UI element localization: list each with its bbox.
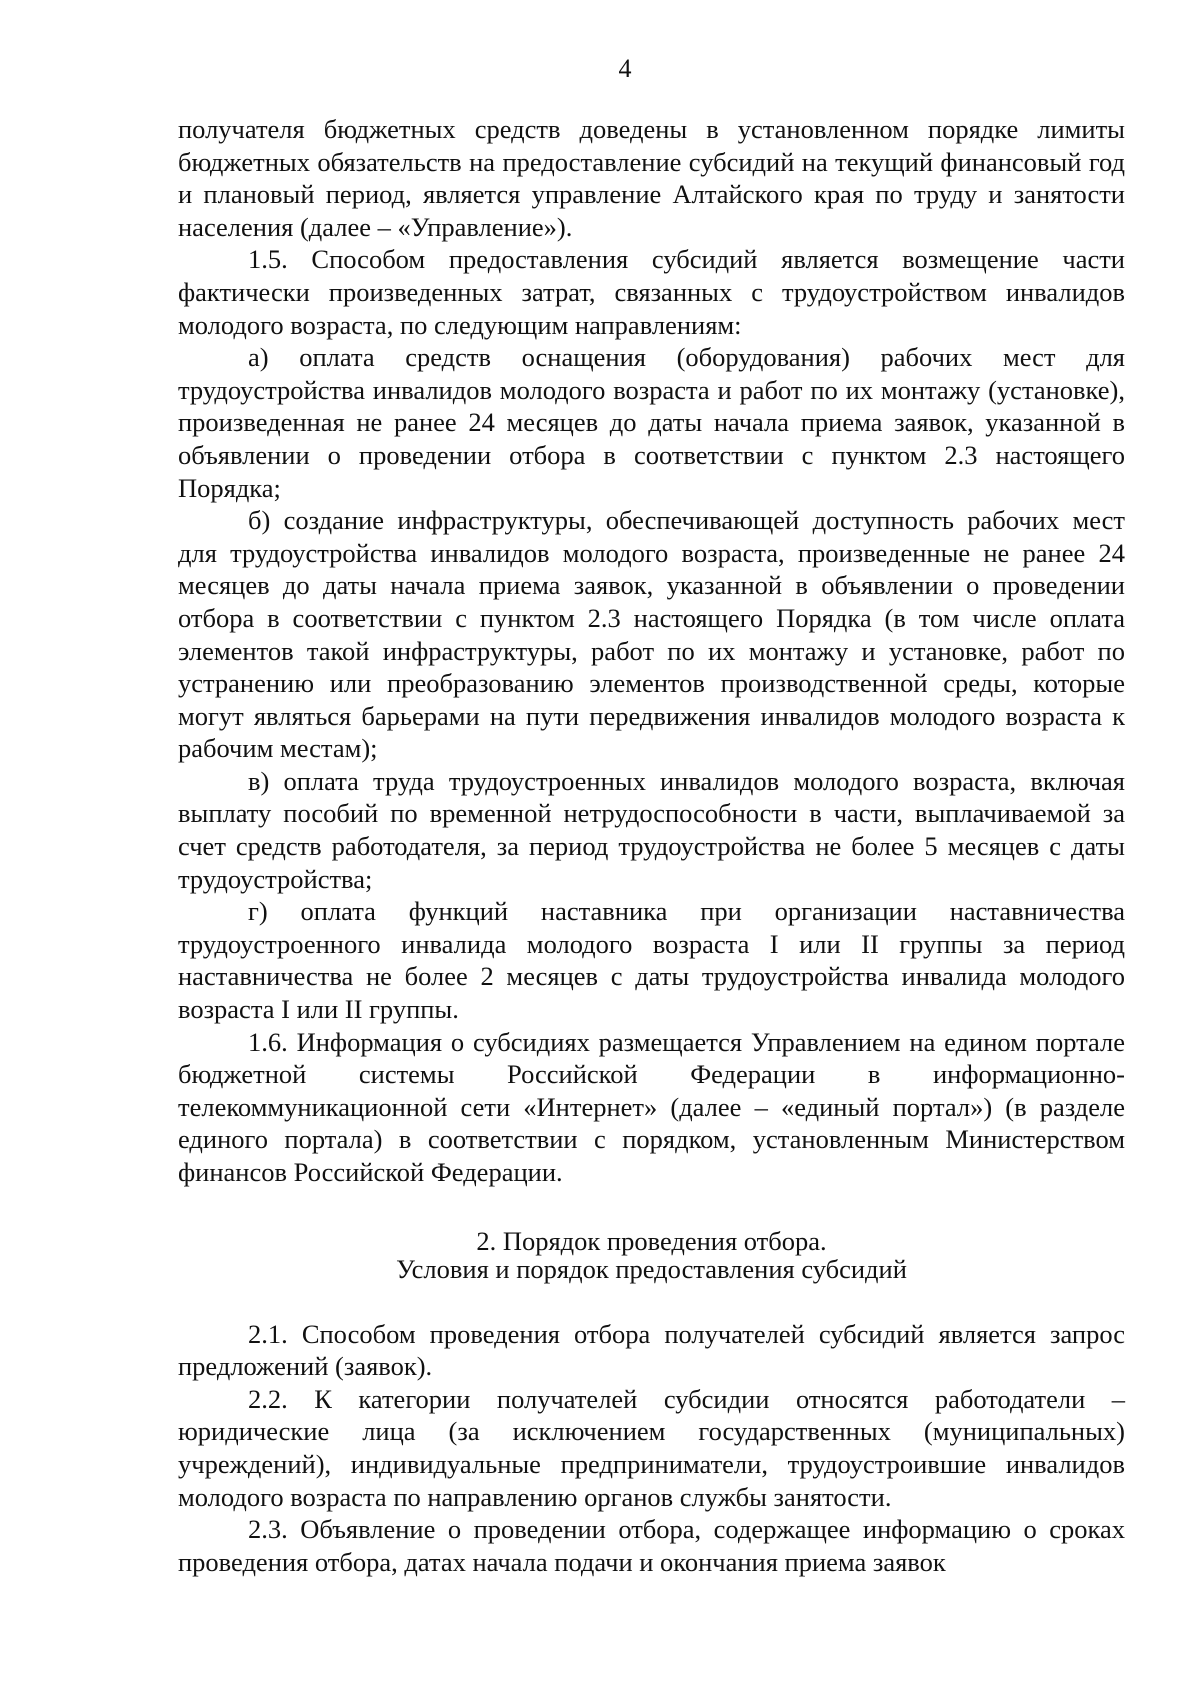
section-heading-line-2: Условия и порядок предоставления субсидий	[396, 1253, 907, 1284]
paragraph-1-5-g: г) оплата функций наставника при организации наставничества трудоустроенного инвалида молодого возраста I или II группы за период наставничества не более 2 месяцев с даты трудоустройства инвалида молодого возраста I или II группы.	[178, 896, 1125, 1025]
paragraph-2-2: 2.2. К категории получателей субсидии относятся работодатели – юридические лица (за исключением государственных (муниципальных) учреждений), индивидуальные предприниматели, трудоустроившие инвалидов молодого возраста по направлению органов службы занятости.	[178, 1383, 1125, 1512]
paragraph-2-3: 2.3. Объявление о проведении отбора, содержащее информацию о сроках проведения отбора, датах начала подачи и окончания приема заявок	[178, 1514, 1125, 1577]
paragraph-1-5-v: в) оплата труда трудоустроенных инвалидов молодого возраста, включая выплату пособий по временной нетрудоспособности в части, выплачиваемой за счет средств работодателя, за период трудоустройства не более 5 месяцев с даты трудоустройства;	[178, 765, 1125, 894]
paragraph-1-5: 1.5. Способом предоставления субсидий является возмещение части фактически произведенных затрат, связанных с трудоустройством инвалидов молодого возраста, по следующим направлениям:	[178, 244, 1125, 340]
paragraph-recipient-continuation: получателя бюджетных средств доведены в установленном порядке лимиты бюджетных обязательств на предоставление субсидий на текущий финансовый год и плановый период, является управление Алтайского края по труду и занятости населения (далее – «Управление»).	[178, 114, 1125, 242]
paragraph-1-6: 1.6. Информация о субсидиях размещается Управлением на едином портале бюджетной системы Российской Федерации в информационно-телекоммуникационной сети «Интернет» (далее – «единый портал») (в разделе единого портала) в соответствии с порядком, установленным Министерством финансов Российской Федерации.	[178, 1026, 1125, 1187]
page-number: 4	[618, 54, 632, 83]
section-heading	[178, 1227, 1125, 1283]
paragraph-2-1: 2.1. Способом проведения отбора получателей субсидий является запрос предложений (заявок).	[178, 1318, 1125, 1382]
document-body	[178, 113, 1125, 1578]
paragraph-1-5-a: а) оплата средств оснащения (оборудования) рабочих мест для трудоустройства инвалидов молодого возраста и работ по их монтажу (установке), произведенная не ранее 24 месяцев до даты начала приема заявок, указанной в объявлении о проведении отбора в соответствии с пунктом 2.3 настоящего Порядка;	[178, 342, 1125, 503]
paragraph-1-5-b: б) создание инфраструктуры, обеспечивающей доступность рабочих мест для трудоустройства инвалидов молодого возраста, произведенные не ранее 24 месяцев до даты начала приема заявок, указанной в объявлении о проведении отбора в соответствии с пунктом 2.3 настоящего Порядка (в том числе оплата элементов такой инфраструктуры, работ по их монтажу и установке, работ по устранению или преобразованию элементов производственной среды, которые могут являться барьерами на пути передвижения инвалидов молодого возраста к рабочим местам);	[178, 505, 1125, 764]
section-heading-line-1: 2. Порядок проведения отбора.	[476, 1225, 827, 1256]
